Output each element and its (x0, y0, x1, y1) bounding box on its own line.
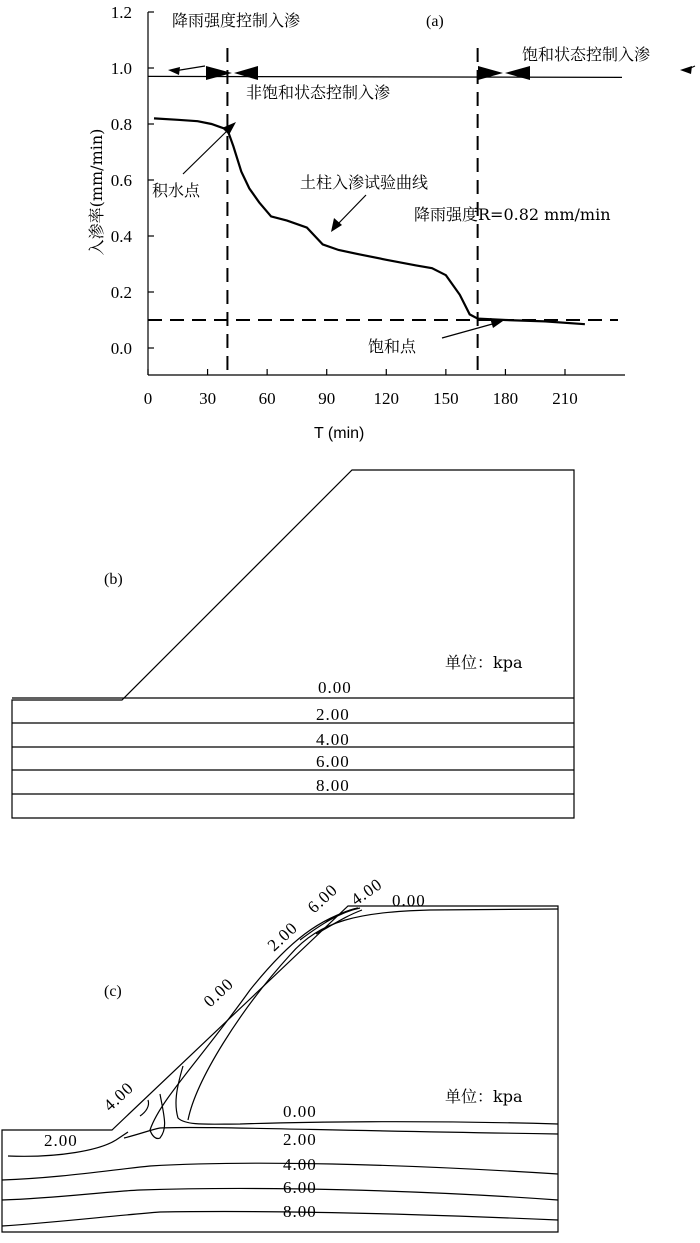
x-tick-label: 180 (492, 389, 519, 408)
annotation-arrows (183, 122, 503, 338)
x-tick-label: 120 (373, 389, 400, 408)
contour-line (124, 1127, 558, 1138)
ponding-arrow (183, 129, 229, 174)
y-tick-label: 0.6 (110, 171, 132, 190)
contour-label: 4.00 (283, 1155, 317, 1174)
y-tick-label: 0.8 (110, 115, 132, 134)
slope-outline (12, 470, 574, 818)
curve-arrow (336, 195, 366, 226)
y-tick-label: 1.2 (110, 3, 132, 22)
x-tick-label: 150 (433, 389, 459, 408)
contour-label: 6.00 (303, 880, 342, 917)
panel-label-a: (a) (426, 13, 444, 30)
label-ponding-point: 积水点 (152, 181, 201, 200)
label-rain-intensity: 降雨强度R=0.82 mm/min (414, 205, 611, 224)
x-tick-label: 90 (318, 389, 336, 408)
label-unsat-control: 非饱和状态控制入渗 (246, 83, 391, 102)
label-sat-control: 饱和状态控制入渗 (522, 45, 651, 64)
contour-label: 8.00 (283, 1202, 317, 1221)
x-tick-label: 30 (199, 389, 217, 408)
y-tick-label: 1.0 (110, 59, 132, 78)
panel-label-c: (c) (104, 983, 122, 1000)
label-rain-control: 降雨强度控制入渗 (172, 11, 301, 30)
contour-line (2, 1163, 558, 1180)
x-axis-label: T (min) (314, 425, 365, 442)
curve-arrow-head (331, 218, 342, 232)
contour-label: 4.00 (347, 874, 386, 910)
contour-line (2, 1188, 558, 1200)
arrow-head (234, 66, 258, 80)
panel-a (87, 3, 695, 442)
contour-label: 6.00 (283, 1178, 317, 1197)
y-tick-label: 0.2 (110, 283, 132, 302)
panel-c (2, 874, 558, 1232)
contour-label: 0.00 (199, 974, 238, 1011)
contour-label: 0.00 (318, 678, 352, 697)
x-tick-label: 210 (552, 389, 578, 408)
contour-label: 2.00 (283, 1130, 317, 1149)
contour-label: 8.00 (316, 776, 350, 795)
x-tick-label: 0 (143, 389, 153, 408)
label-curve: 土柱入渗试验曲线 (300, 173, 429, 192)
slope-outline (2, 906, 558, 1232)
contour-label: 0.00 (283, 1102, 317, 1121)
saturation-arrow (442, 323, 496, 338)
contour-label: 2.00 (316, 705, 350, 724)
panel-label-b: (b) (104, 571, 123, 588)
contour-label: 6.00 (316, 752, 350, 771)
contour-line (300, 908, 360, 940)
unit-label-c: 单位：kpa (445, 1087, 523, 1106)
contour-label: 2.00 (263, 918, 302, 955)
y-tick-label: 0.0 (110, 339, 132, 358)
rain-intensity-line (148, 76, 622, 77)
contour-label: 4.00 (316, 730, 350, 749)
y-tick-label: 0.4 (110, 227, 132, 246)
unit-label-b: 单位：kpa (445, 653, 523, 672)
contour-line (150, 908, 358, 1139)
contour-label: 4.00 (99, 1078, 138, 1115)
y-axis-label: 入渗率(mm/min) (87, 128, 106, 256)
label-saturation-point: 饱和点 (368, 337, 417, 356)
contour-label: 2.00 (44, 1131, 78, 1150)
contour-label: 0.00 (392, 891, 426, 910)
panel-b (12, 470, 574, 818)
arrow-head (505, 66, 530, 80)
arrow-head (478, 66, 503, 80)
contour-line (2, 1211, 558, 1226)
x-tick-label: 60 (258, 389, 276, 408)
